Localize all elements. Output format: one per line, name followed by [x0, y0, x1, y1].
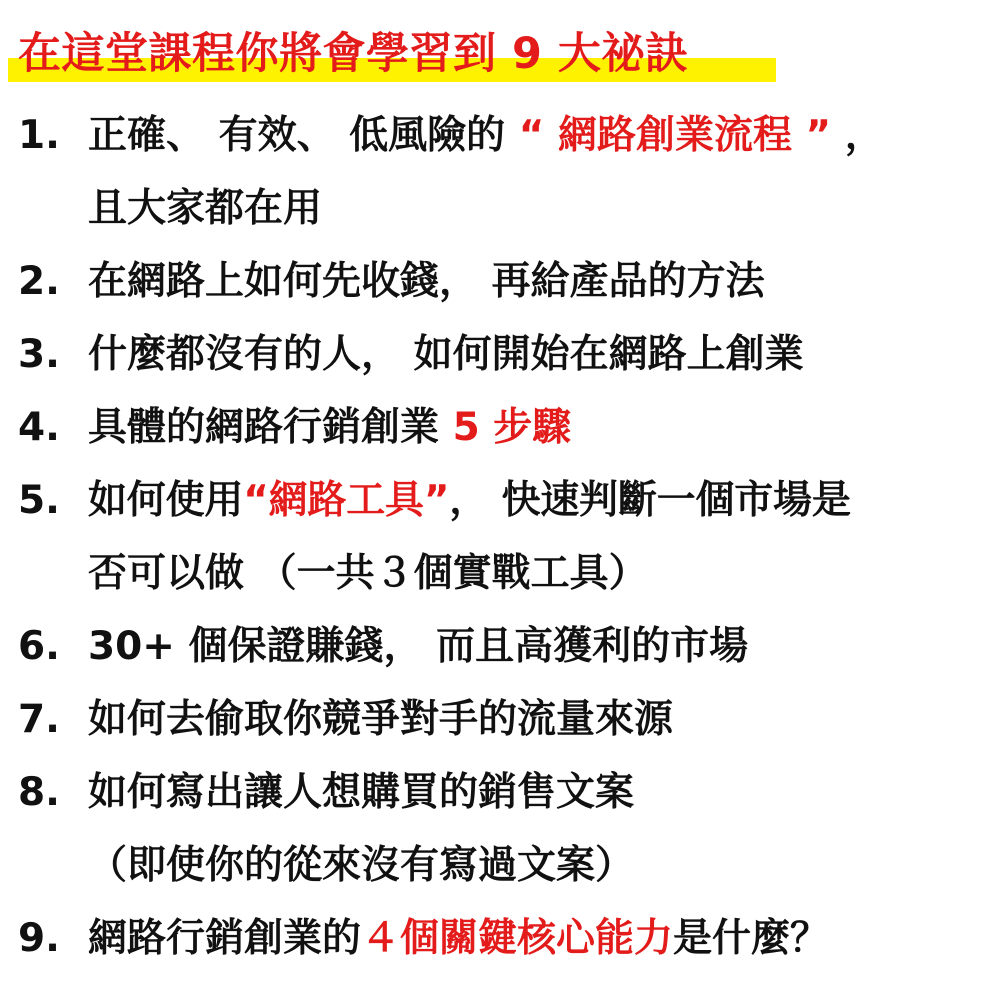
- item-text: 否可以做 （一共３個實戰工具）: [88, 551, 648, 596]
- item-9-line-1: [88, 905, 829, 973]
- item-number: 6.: [18, 624, 60, 669]
- item-text: 30+ 個保證賺錢， 而且高獲利的市場: [88, 624, 749, 669]
- list-item-1: [0, 102, 1000, 175]
- list-item-9: [0, 905, 1000, 978]
- item-6-line-1: [88, 613, 748, 681]
- item-text: 且大家都在用: [88, 186, 323, 231]
- item-3-line-1: [88, 321, 804, 389]
- item-number: 2.: [18, 259, 60, 304]
- list-item-5: [0, 467, 1000, 540]
- item-text: 如何去偷取你競爭對手的流量來源: [88, 697, 674, 742]
- item-text: 在網路上如何先收錢， 再給產品的方法: [88, 259, 765, 304]
- item-text: 是什麼？: [673, 916, 830, 961]
- list-item-5-continuation: [0, 540, 1000, 613]
- item-number: 4.: [18, 405, 60, 450]
- list-item-4: [0, 394, 1000, 467]
- list-item-8: [0, 759, 1000, 832]
- item-1-line-2: [88, 175, 322, 243]
- highlighted-text: 5 步驟: [452, 405, 572, 450]
- item-number: 5.: [18, 478, 60, 523]
- highlighted-text: “網路工具”: [243, 478, 450, 523]
- item-5-line-2: [88, 540, 648, 608]
- item-text: 正確、 有效、 低風險的: [88, 113, 519, 158]
- item-text: ，: [831, 113, 884, 158]
- highlighted-text: “ 網路創業流程 ”: [518, 113, 832, 158]
- list-item-7: [0, 686, 1000, 759]
- item-number: 9.: [18, 916, 60, 961]
- item-1-line-1: [88, 102, 884, 170]
- item-4-line-1: [88, 394, 571, 462]
- item-5-line-1: [88, 467, 851, 535]
- item-8-line-1: [88, 759, 634, 827]
- list-item-8-continuation: [0, 832, 1000, 905]
- item-text: 具體的網路行銷創業: [88, 405, 453, 450]
- list-item-2: [0, 248, 1000, 321]
- item-text: 網路行銷創業的: [88, 916, 362, 961]
- item-2-line-1: [88, 248, 765, 316]
- item-number: 8.: [18, 770, 60, 815]
- list-item-6: [0, 613, 1000, 686]
- secrets-list: [0, 102, 1000, 978]
- item-number: 3.: [18, 332, 60, 377]
- item-text: 如何使用: [88, 478, 244, 523]
- item-text: ， 快速判斷一個市場是: [449, 478, 851, 523]
- item-number: 1.: [18, 113, 60, 158]
- list-item-3: [0, 321, 1000, 394]
- page-title: 在這堂課程你將會學習到 9 大祕訣: [18, 29, 689, 79]
- list-item-1-continuation: [0, 175, 1000, 248]
- item-7-line-1: [88, 686, 673, 754]
- highlighted-text: ４個關鍵核心能力: [361, 916, 674, 961]
- item-text: （即使你的從來沒有寫過文案）: [88, 843, 635, 888]
- title-section: [0, 24, 1000, 92]
- item-number: 7.: [18, 697, 60, 742]
- item-text: 什麼都沒有的人， 如何開始在網路上創業: [88, 332, 804, 377]
- item-text: 如何寫出讓人想購買的銷售文案: [88, 770, 635, 815]
- item-8-line-2: [88, 832, 634, 900]
